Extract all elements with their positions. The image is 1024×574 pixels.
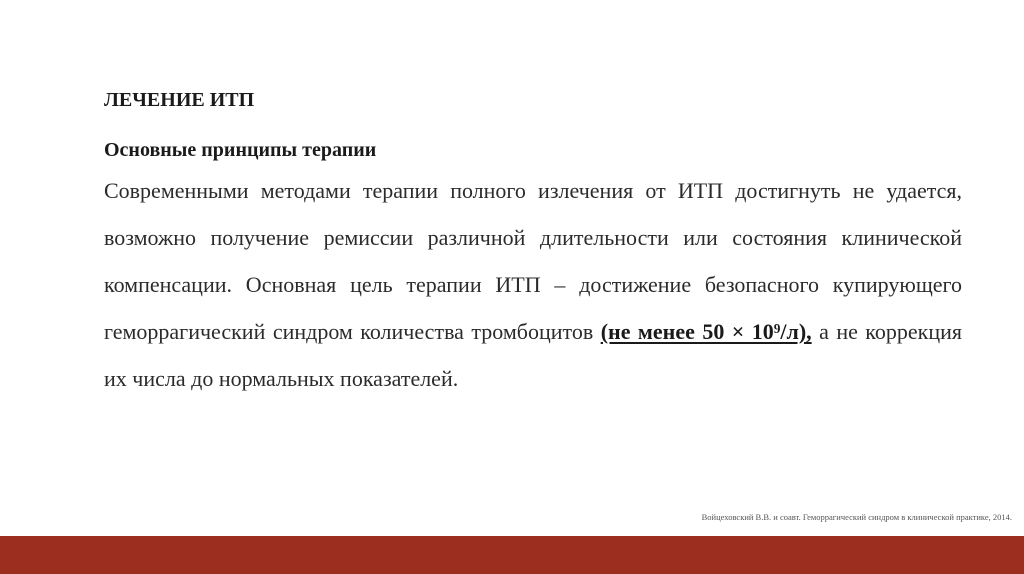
body-paragraph (104, 167, 962, 402)
paragraph-text-start: Современными методами терапии полного излечения от ИТП достигнуть не удается, возможно получение ремиссии различной длительности или состояния клинической компенсации. Основная цель терапии ИТП – достижение безопасного купирующего геморрагический синдром количества тромбоцитов (104, 178, 962, 344)
bottom-accent-bar (0, 536, 1024, 574)
platelet-threshold-emphasis: (не менее 50 × 10⁹/л), (600, 319, 812, 344)
citation-footnote: Войцеховский В.В. и соавт. Геморрагический синдром в клинической практике, 2014. (701, 512, 1012, 522)
slide-subtitle: Основные принципы терапии (104, 139, 377, 161)
slide-title: ЛЕЧЕНИЕ ИТП (104, 89, 255, 111)
slide-content (104, 82, 962, 402)
paragraph-text-end: а не коррекция их числа до нормальных показателей. (104, 319, 962, 391)
